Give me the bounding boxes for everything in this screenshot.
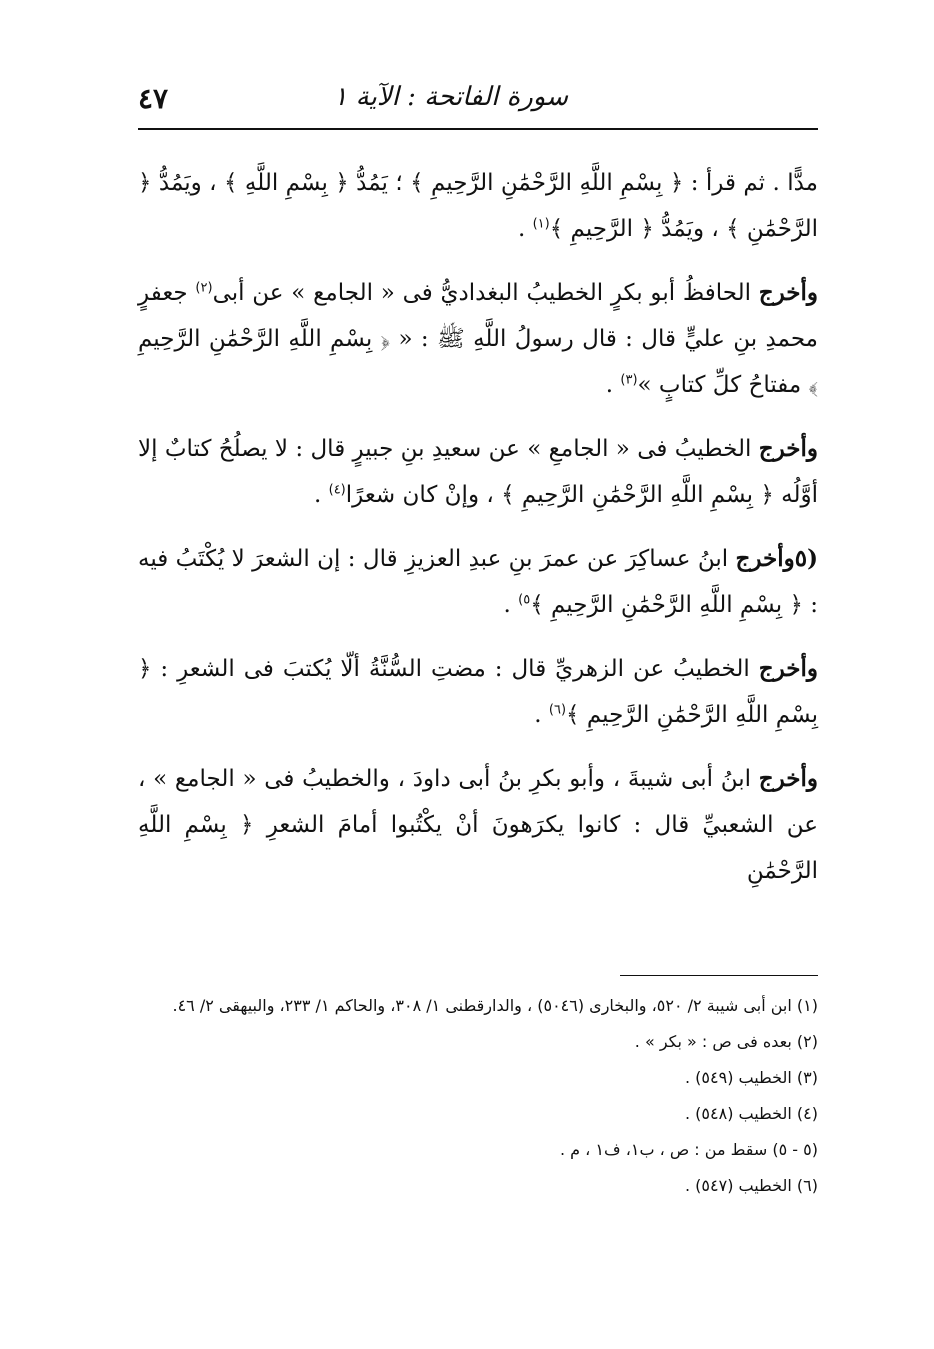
paragraph-lead: وأخرج [758,435,818,462]
page-header [138,78,818,122]
running-title: سورة الفاتحة : الآية ١ [333,82,568,112]
footnote-marker: ٥) [518,592,531,608]
paragraph-text: ابنُ عساكِرَ عن عمرَ بنِ عبدِ العزيزِ قال : إن الشعرَ لا يُكْتَبُ فيه : ﴿ بِسْمِ اللَّهِ الرَّحْمَٰنِ الرَّحِيمِ ﴾ [138,546,818,618]
paragraph-tail: . [534,702,549,728]
paragraph-tail: . [503,592,519,618]
footnote-rule [620,975,818,976]
main-text [138,160,818,912]
paragraph-text: الحافظُ أبو بكرٍ الخطيبُ البغداديُّ فى « الجامع » عن أبى [212,280,759,306]
footnote-5: (٥ - ٥) سقط من : ص ، ب١، ف١ ، م . [560,1140,818,1159]
paragraph-5 [138,646,818,738]
footnote-marker: (٤) [328,482,346,498]
paragraph-lead: وأخرج [758,279,819,306]
paragraph-1 [138,160,818,252]
paragraph-tail: . [605,372,621,398]
footnote-marker: (٦) [548,702,567,718]
paragraph-text: مدًّا . ثم قرأ : ﴿ بِسْمِ اللَّهِ الرَّحْمَٰنِ الرَّحِيمِ ﴾ ؛ يَمُدُّ ﴿ بِسْمِ اللَّهِ ﴾ ، ويَمُدُّ ﴿ الرَّحْمَٰنِ ﴾ ، ويَمُدُّ ﴿ الرَّحِيمِ ﴾ [138,170,818,242]
footnote-marker: (١) [532,216,550,232]
paragraph-tail: . [517,216,533,242]
footnotes [138,988,818,1204]
footnote-3: (٣) الخطيب (٥٤٩) . [684,1068,818,1087]
paragraph-6 [138,756,818,894]
footnote-1: (١) ابن أبى شيبة ٢/ ٥٢٠، والبخارى (٥٠٤٦) ، والدارقطنى ١/ ٣٠٨، والحاكم ١/ ٢٣٣، والبيهقى ٢/ ٤٦. [172,996,818,1015]
paragraph-lead: (٥وأخرج [735,545,818,572]
paragraph-text: الخطيبُ فى « الجامعِ » عن سعيدِ بنِ جبيرٍ قال : لا يصلُحُ كتابٌ إلا أوَّلُه ﴿ بِسْمِ اللَّهِ الرَّحْمَٰنِ الرَّحِيمِ ﴾ ، وإنْ كان شعرًا [138,436,818,508]
paragraph-lead: وأخرج [758,655,818,682]
paragraph-3 [138,426,818,518]
footnote-marker: (٣) [620,372,638,388]
footnote-4: (٤) الخطيب (٥٤٨) . [684,1104,818,1123]
footnote-2: (٢) بعده فى ص : « بكر » . [634,1032,818,1051]
paragraph-tail: . [313,482,329,508]
paragraph-text-continued: جعفرٍ محمدِ بنِ عليٍّ قال : قال رسولُ اللَّهِ ﷺ : « ﴿ بِسْمِ اللَّهِ الرَّحْمَٰنِ الرَّحِيمِ ﴾ مفتاحُ كلِّ كتابٍ » [138,280,818,398]
footnote-marker: (٢) [195,280,213,296]
page-number: ٤٧ [138,82,169,115]
paragraph-lead: وأخرج [758,765,818,792]
paragraph-2 [138,270,818,408]
paragraph-4 [138,536,818,628]
paragraph-text: الخطيبُ عن الزهريِّ قال : مضتِ السُّنَّةُ ألّا يُكتبَ فى الشعرِ : ﴿ بِسْمِ اللَّهِ الرَّحْمَٰنِ الرَّحِيمِ ﴾ [138,656,818,728]
footnote-6: (٦) الخطيب (٥٤٧) . [684,1176,818,1195]
header-rule [138,128,818,130]
paragraph-text: ابنُ أبى شيبةَ ، وأبو بكرِ بنُ أبى داودَ ، والخطيبُ فى « الجامع » ، عن الشعبيِّ قال : كانوا يكرَهونَ أنْ يكْتُبوا أمامَ الشعرِ ﴿ بِسْمِ اللَّهِ الرَّحْمَٰنِ [138,766,818,884]
